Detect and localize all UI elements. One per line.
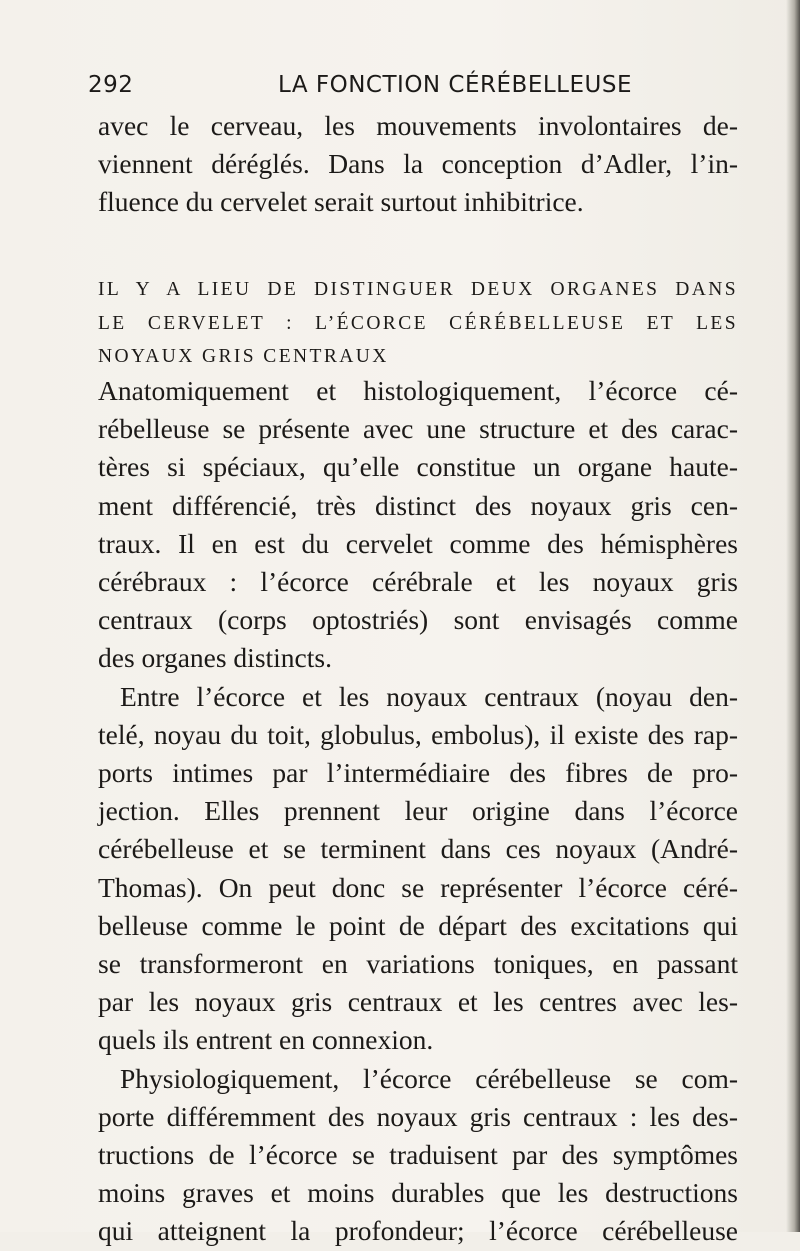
running-header: [88, 72, 708, 106]
text-line: telé, noyau du toit, globulus, embolus), il existe des rap-: [98, 718, 738, 750]
text-line: traux. Il en est du cervelet comme des hémisphères: [98, 527, 738, 559]
heading-line: NOYAUX GRIS CENTRAUX: [98, 346, 389, 367]
text-line: Thomas). On peut donc se représenter l’écorce céré-: [98, 871, 738, 903]
text-line: se transformeront en variations toniques, en passant: [98, 948, 738, 980]
section-body: [98, 372, 738, 1251]
intro-paragraph: [98, 107, 738, 222]
text-line: fluence du cervelet serait surtout inhibitrice.: [98, 186, 584, 218]
heading-line: IL Y A LIEU DE DISTINGUER DEUX ORGANES DANS: [98, 279, 738, 300]
text-line: cérébelleuse et se terminent dans ces noyaux (André-: [98, 833, 738, 865]
text-line: moins graves et moins durables que les destructions: [98, 1177, 738, 1209]
text-line: Physiologiquement, l’écorce cérébelleuse se com-: [120, 1062, 738, 1094]
text-line: centraux (corps optostriés) sont envisagés comme: [98, 604, 738, 636]
text-line: jection. Elles prennent leur origine dans l’écorce: [98, 795, 738, 827]
text-line: avec le cerveau, les mouvements involontaires de-: [98, 110, 738, 141]
text-line: par les noyaux gris centraux et les centres avec les-: [98, 986, 738, 1018]
text-line: rébelleuse se présente avec une structure et des carac-: [98, 413, 738, 445]
text-line: ports intimes par l’intermédiaire des fibres de pro-: [98, 757, 738, 789]
page-number: 292: [88, 72, 134, 98]
text-line: quels ils entrent en connexion.: [98, 1024, 434, 1056]
text-line: tructions de l’écorce se traduisent par des symptômes: [98, 1139, 738, 1171]
text-line: qui atteignent la profondeur; l’écorce cérébelleuse: [98, 1215, 738, 1247]
text-line: Anatomiquement et histologiquement, l’écorce cé-: [98, 375, 738, 406]
heading-line: LE CERVELET : L’ÉCORCE CÉRÉBELLEUSE ET LES: [98, 312, 738, 334]
text-line: porte différemment des noyaux gris centraux : les des-: [98, 1100, 738, 1132]
section-heading: [98, 273, 738, 374]
text-line: belleuse comme le point de départ des excitations qui: [98, 909, 738, 941]
running-title: LA FONCTION CÉRÉBELLEUSE: [278, 72, 632, 98]
text-line: tères si spéciaux, qu’elle constitue un organe haute-: [98, 451, 738, 483]
text-line: viennent déréglés. Dans la conception d’Adler, l’in-: [98, 148, 738, 180]
text-line: Entre l’écorce et les noyaux centraux (noyau den-: [120, 680, 738, 712]
text-line: ment différencié, très distinct des noyaux gris cen-: [98, 489, 738, 521]
text-line: des organes distincts.: [98, 642, 332, 674]
page-edge-shadow: [786, 0, 800, 1232]
text-line: cérébraux : l’écorce cérébrale et les noyaux gris: [98, 566, 738, 598]
